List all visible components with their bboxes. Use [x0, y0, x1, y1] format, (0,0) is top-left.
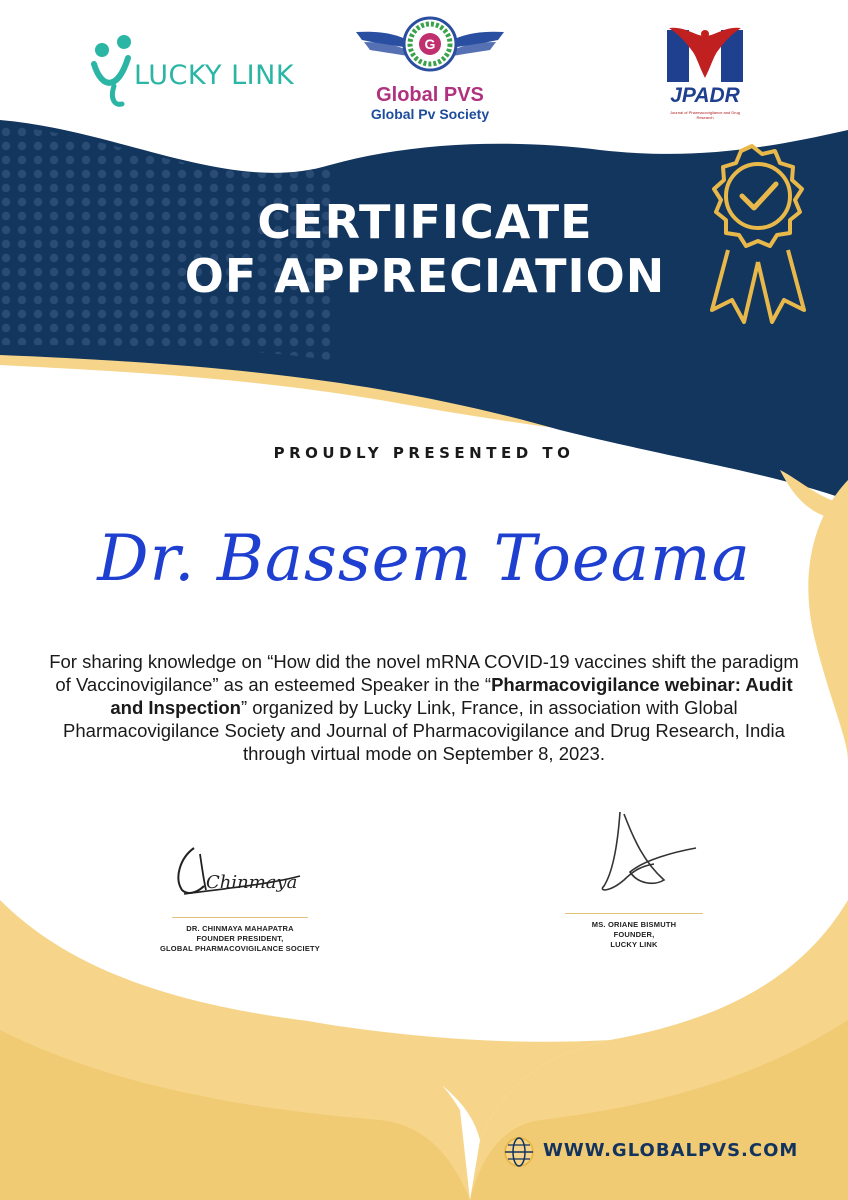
jpadr-subtitle: Journal of Pharmacovigilance and Drug Research — [669, 110, 741, 120]
signature-2-role-1: FOUNDER, — [613, 930, 655, 939]
footer-url[interactable]: WWW.GLOBALPVS.COM — [543, 1140, 799, 1161]
signature-block-1 — [140, 838, 340, 954]
body-text-bold: Pharmacovigilance webinar: Audit and Inspection — [110, 674, 793, 718]
lucky-link-logo-icon — [88, 30, 136, 110]
signature-block-2 — [534, 800, 734, 950]
signature-1-role-1: FOUNDER PRESIDENT, — [196, 934, 284, 943]
lucky-link-logo-text: LUCKY LINK — [134, 60, 295, 91]
global-pvs-name: Global PVS — [376, 84, 484, 106]
footer-website[interactable] — [503, 1134, 823, 1170]
signature-1-role-2: GLOBAL PHARMACOVIGILANCE SOCIETY — [159, 944, 321, 953]
signature-2-handwriting — [534, 800, 734, 900]
signature-2-line — [565, 913, 703, 914]
recipient-name: Dr. Bassem Toeama — [97, 522, 751, 596]
jpadr-text: JPADR — [670, 84, 740, 107]
lucky-link-logo — [88, 30, 308, 110]
body-text-part-1: For sharing knowledge on “How did the novel mRNA COVID-19 vaccines shift the paradigm of Vaccinovigilance” as an esteemed Speaker in the “ — [49, 651, 799, 695]
signature-1-line — [172, 917, 308, 918]
global-pvs-subtitle: Global Pv Society — [370, 106, 490, 122]
globe-icon — [503, 1136, 535, 1168]
gold-band-right — [808, 480, 848, 760]
certificate-body — [45, 650, 803, 765]
presented-to-label: PROUDLY PRESENTED TO — [273, 444, 575, 462]
global-pvs-logo — [350, 10, 510, 125]
body-text-part-2: ” organized by Lucky Link, France, in association with Global Pharmacovigilance Society and Journal of Pharmacovigilance and Drug Research, India through virtual mode on September 8, 2023. — [63, 697, 785, 764]
title-line-1: CERTIFICATE — [257, 195, 593, 249]
global-pvs-emblem-icon — [350, 10, 510, 82]
signature-1-name: DR. CHINMAYA MAHAPATRA — [186, 924, 294, 933]
title-line-2: OF APPRECIATION — [184, 249, 666, 303]
jpadr-logo — [655, 22, 755, 122]
award-ribbon-icon — [688, 140, 828, 330]
jpadr-eagle-icon — [655, 22, 755, 86]
signature-1-text: Chinmaya — [206, 872, 298, 893]
certificate-title — [160, 195, 690, 303]
signature-2-role-2: LUCKY LINK — [610, 940, 658, 949]
signature-2-name: MS. ORIANE BISMUTH — [591, 920, 677, 929]
signature-1-handwriting — [140, 838, 340, 904]
global-pvs-emblem-letter: G — [424, 36, 436, 52]
